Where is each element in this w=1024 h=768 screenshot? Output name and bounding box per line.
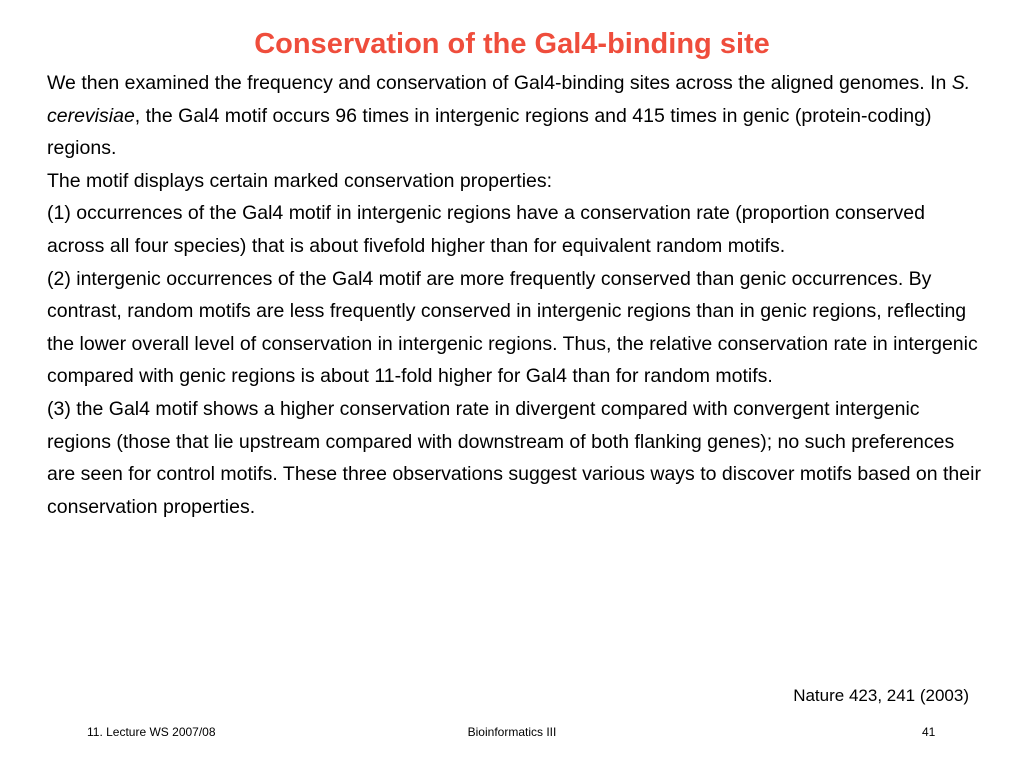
species-name: S. cerevisiae (47, 72, 971, 127)
point-3: (3) the Gal4 motif shows a higher conservation rate in divergent compared with convergent intergenic regions (those that lie upstream compared with downstream of both flanking genes); no such preferences are seen for control motifs. These three observations suggest various ways to discover motifs based on their conservation properties. (47, 397, 981, 518)
intro-text-1: We then examined the frequency and conservation of Gal4-binding sites across the aligned genomes. In (47, 72, 952, 94)
slide-body (47, 67, 987, 523)
citation: Nature 423, 241 (2003) (793, 686, 969, 705)
point-2: (2) intergenic occurrences of the Gal4 motif are more frequently conserved than genic occurrences. By contrast, random motifs are less frequently conserved in intergenic regions than in genic regions, reflecting the lower overall level of conservation in intergenic regions. Thus, the relative conservation rate in intergenic compared with genic regions is about 11-fold higher for Gal4 than for random motifs. (47, 267, 978, 388)
intro-paragraph (47, 67, 987, 165)
footer-course: Bioinformatics III (467, 725, 557, 739)
intro-text-2: , the Gal4 motif occurs 96 times in intergenic regions and 415 times in genic (protein-coding) regions. (47, 104, 932, 160)
footer-lecture: 11. Lecture WS 2007/08 (87, 725, 216, 739)
point-1: (1) occurrences of the Gal4 motif in intergenic regions have a conservation rate (proportion conserved across all four species) that is about fivefold higher than for equivalent random motifs. (47, 202, 925, 257)
slide-title: Conservation of the Gal4-binding site (254, 28, 770, 60)
properties-heading: The motif displays certain marked conservation properties: (47, 169, 553, 192)
footer-page-number: 41 (922, 725, 936, 739)
